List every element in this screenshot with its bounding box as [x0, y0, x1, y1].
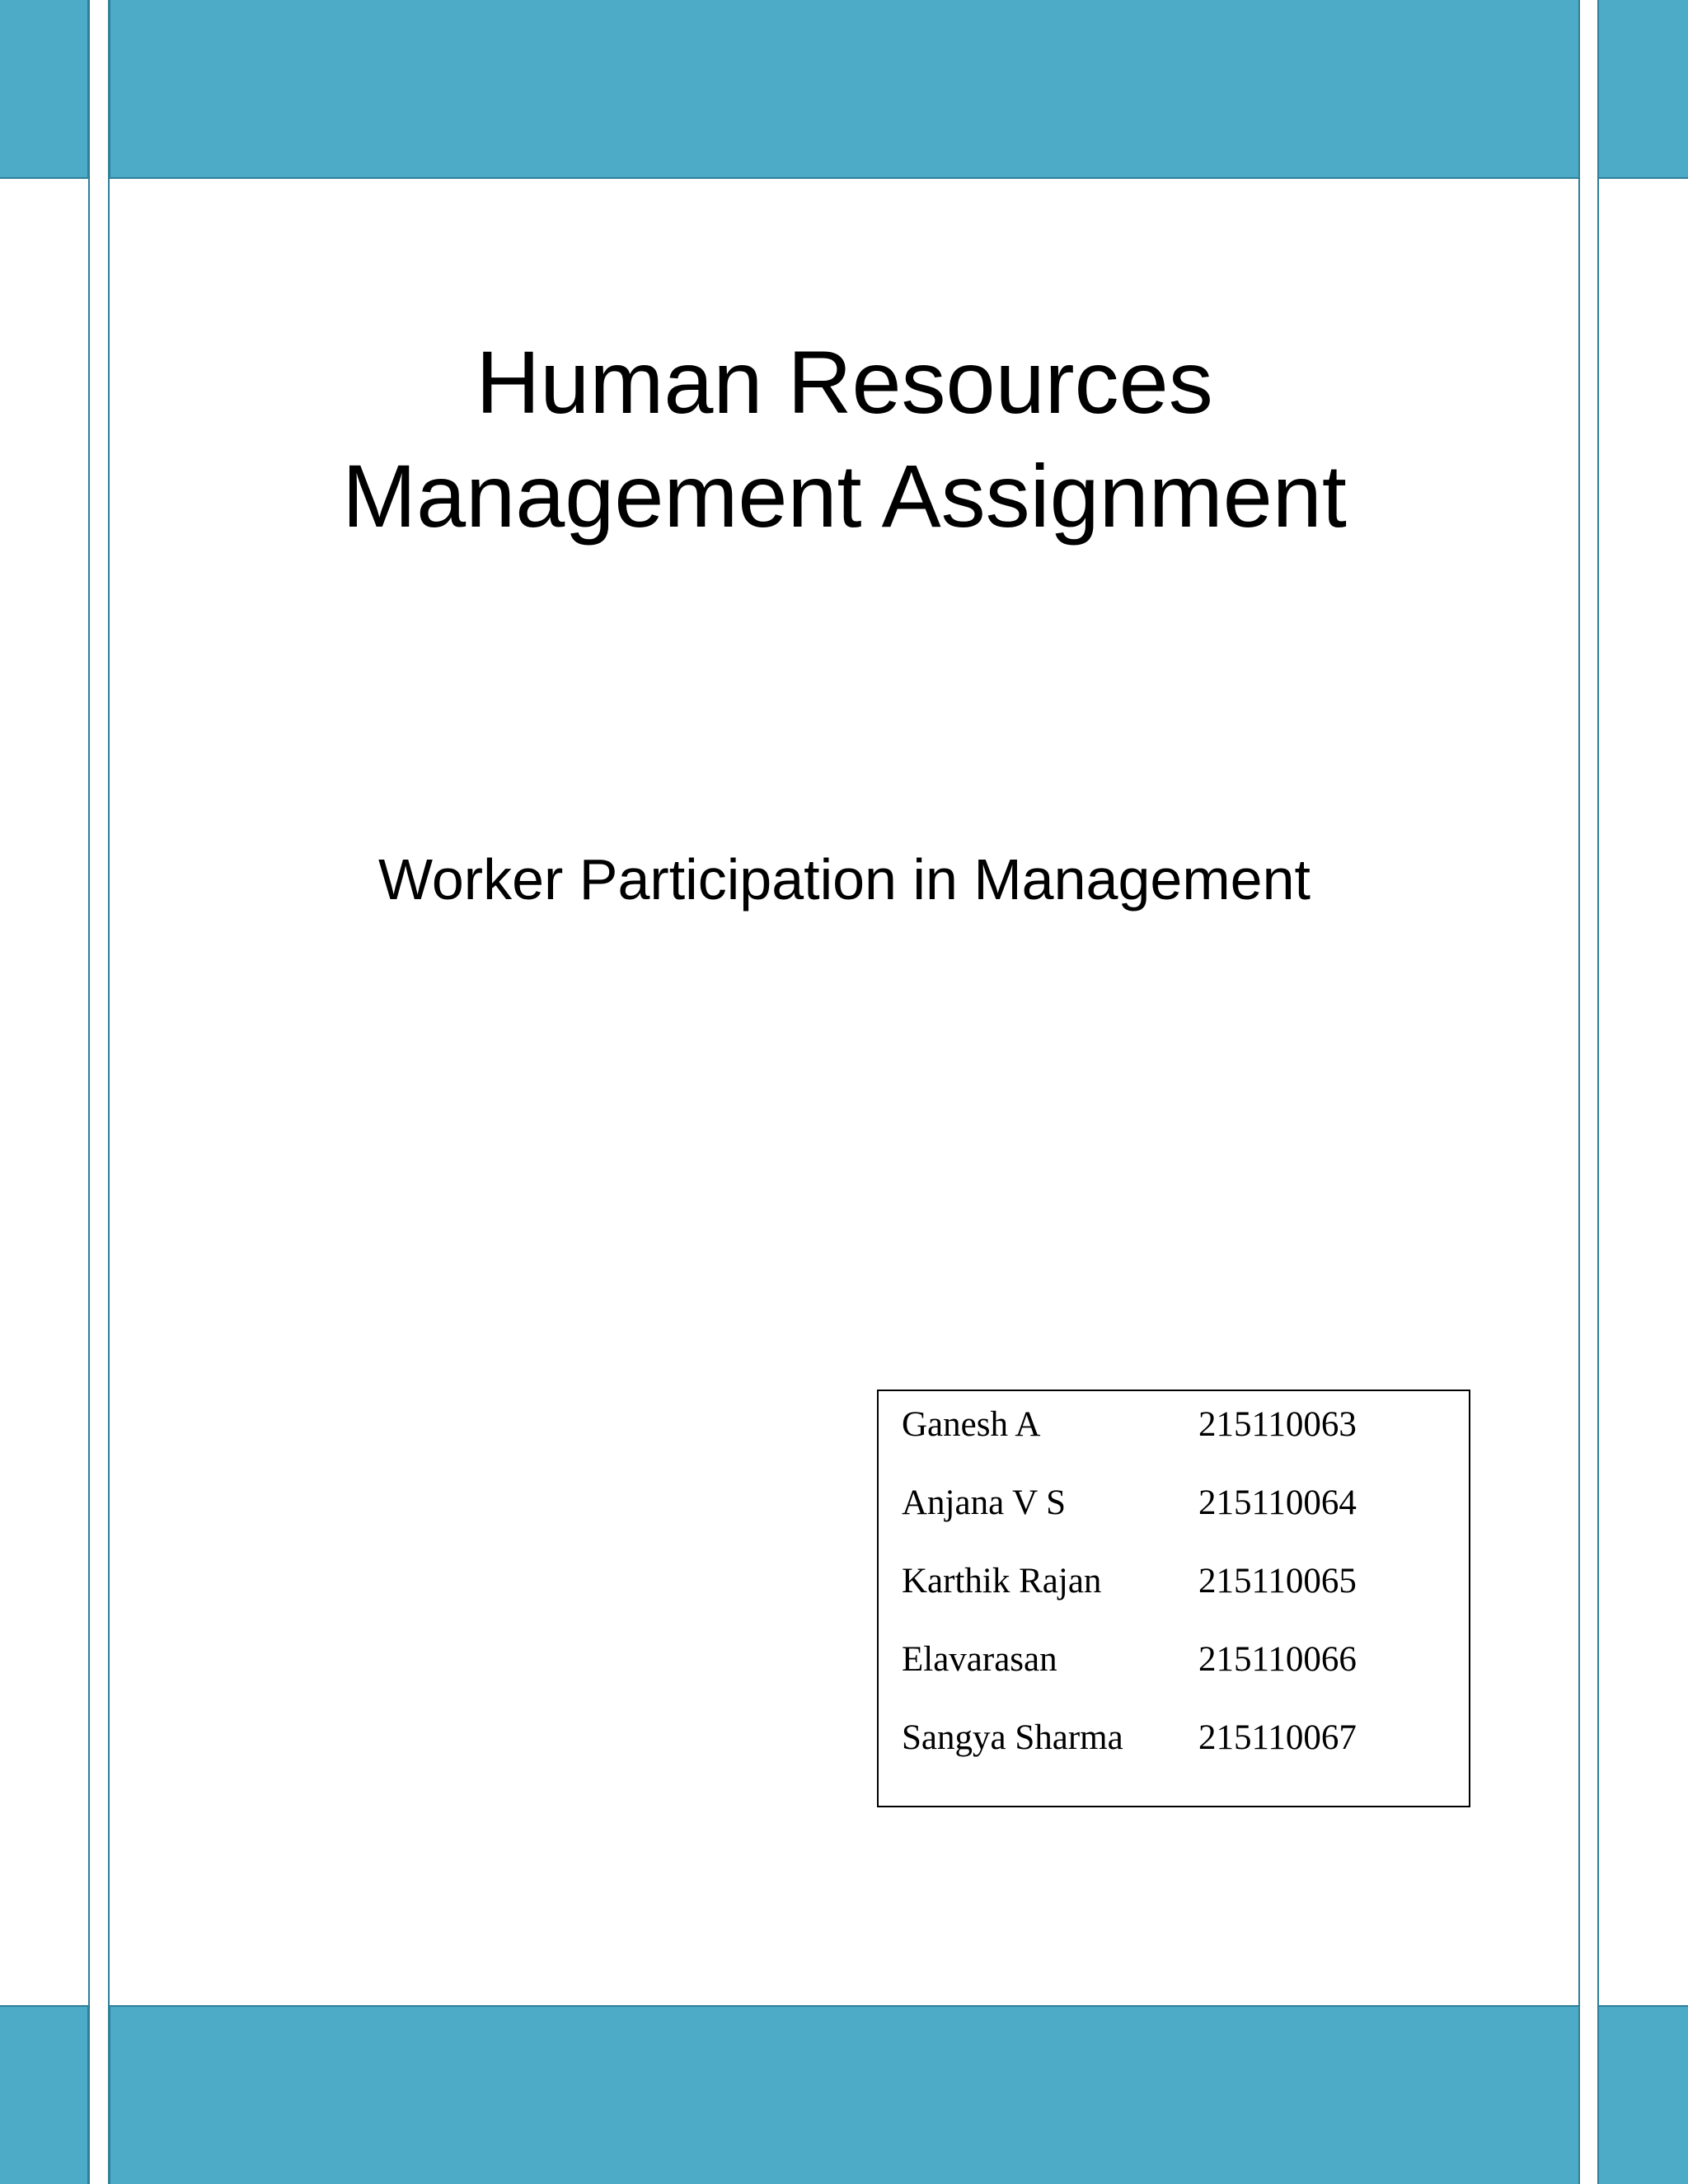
member-row	[902, 1479, 1446, 1528]
member-id: 215110067	[1198, 1718, 1357, 1757]
members-box	[877, 1390, 1470, 1807]
member-row	[902, 1400, 1446, 1450]
member-row	[902, 1713, 1446, 1763]
member-id: 215110063	[1198, 1405, 1357, 1444]
title-line-2: Management Assignment	[342, 446, 1347, 546]
document-title	[109, 326, 1580, 553]
document-subtitle: Worker Participation in Management	[378, 847, 1311, 912]
member-id: 215110065	[1198, 1562, 1357, 1601]
member-name: Karthik Rajan	[902, 1562, 1102, 1601]
member-name: Elavarasan	[902, 1640, 1057, 1679]
top-left-band	[0, 0, 89, 179]
right-inner-rule	[1597, 0, 1599, 2184]
bottom-left-band	[0, 2005, 89, 2184]
member-name: Ganesh A	[902, 1405, 1041, 1444]
member-id: 215110066	[1198, 1640, 1357, 1679]
member-row	[902, 1635, 1446, 1685]
top-center-band	[109, 0, 1580, 179]
member-id: 215110064	[1198, 1483, 1357, 1522]
bottom-center-band	[109, 2005, 1580, 2184]
member-name: Anjana V S	[902, 1483, 1067, 1522]
top-right-band	[1597, 0, 1688, 179]
title-line-1: Human Resources	[476, 332, 1213, 432]
member-row	[902, 1557, 1446, 1606]
bottom-right-band	[1597, 2005, 1688, 2184]
member-name: Sangya Sharma	[902, 1718, 1123, 1757]
left-inner-rule	[88, 0, 90, 2184]
